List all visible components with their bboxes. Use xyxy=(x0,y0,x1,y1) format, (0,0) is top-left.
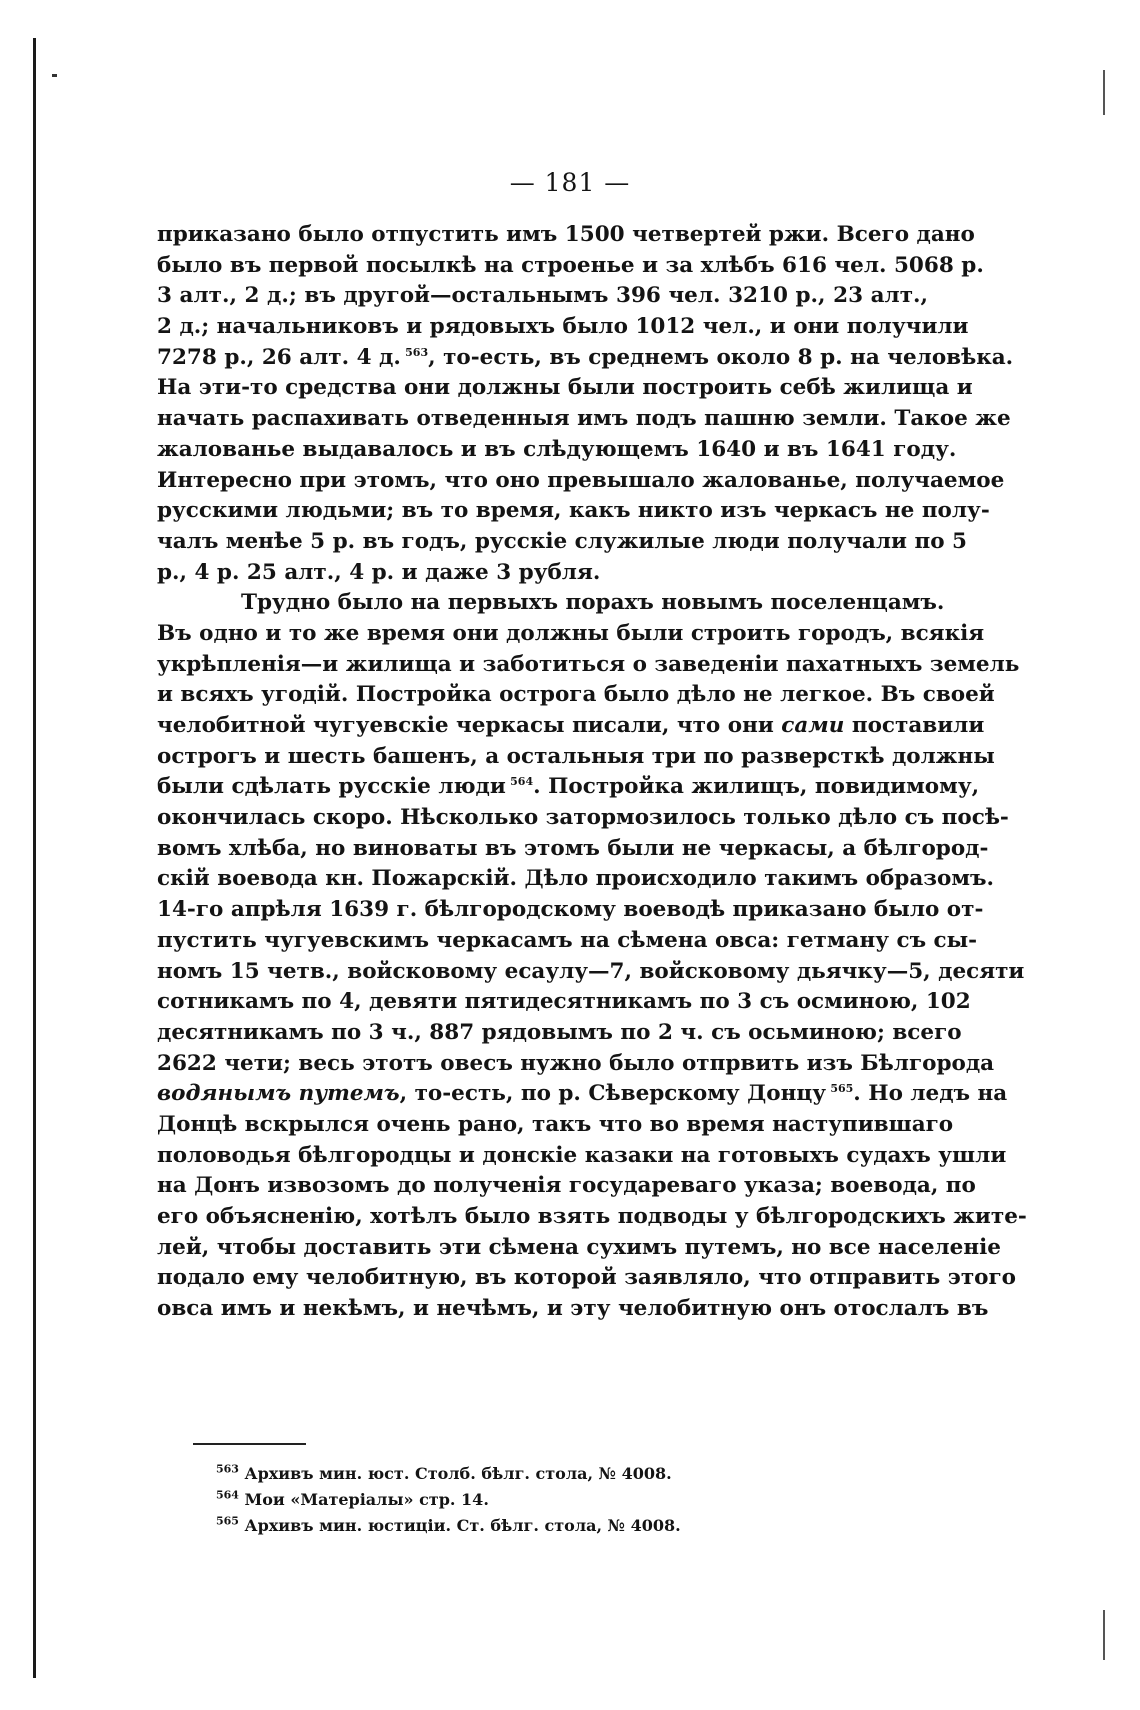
scan-edge-mark xyxy=(52,74,57,77)
text-line: половодья бѣлгородцы и донскіе казаки на готовыхъ судахъ ушли xyxy=(157,1142,1007,1168)
text-line: 14-го апрѣля 1639 г. бѣлгородскому воеводѣ приказано было от- xyxy=(157,897,984,923)
text-line: 7278 р., 26 алт. 4 д. $^{563}$, то-есть, въ среднемъ около 8 р. на человѣка. xyxy=(157,344,1014,370)
page-number: — 181 — xyxy=(509,168,631,197)
text-line: На эти-то средства они должны были построить себѣ жилища и xyxy=(157,375,973,401)
footnote-ref: 565 xyxy=(830,1082,854,1096)
text-line: скій воевода кн. Пожарскій. Дѣло происходило такимъ образомъ. xyxy=(157,866,994,892)
text-line: русскими людьми; въ то время, какъ никто изъ черкасъ не полу- xyxy=(157,498,990,524)
text-line: приказано было отпустить имъ 1500 четвертей ржи. Всего дано xyxy=(157,222,975,247)
text-line: 3 алт., 2 д.; въ другой—остальнымъ 396 чел. 3210 р., 23 алт., xyxy=(157,283,928,309)
text-line: начать распахивать отведенныя имъ подъ пашню земли. Такое же xyxy=(157,406,1011,432)
text-line: р., 4 р. 25 алт., 4 р. и даже 3 рубля. xyxy=(157,559,601,585)
text-line: Интересно при этомъ, что оно превышало жалованье, получаемое xyxy=(157,467,1005,493)
text-line: 2 д.; начальниковъ и рядовыхъ было 1012 чел., и они получили xyxy=(157,314,969,340)
italic-word: водянымъ путемъ xyxy=(157,1081,400,1107)
text-line: 2622 чети; весь этотъ овесъ нужно было отпрвить изъ Бѣлгорода xyxy=(157,1050,995,1076)
text-line: челобитной чугуевскіе черкасы писали, что они сами поставили xyxy=(157,713,985,738)
text-line: водянымъ путемъ, то-есть, по р. Сѣверскому Донцу $^{565}$. Но ледъ на xyxy=(157,1081,1008,1107)
text-line: и всяхъ угодій. Постройка острога было дѣло не легкое. Въ своей xyxy=(157,682,995,708)
text-line: лей, чтобы доставить эти сѣмена сухимъ путемъ, но все населеніе xyxy=(157,1234,1001,1260)
text-line: на Донъ извозомъ до полученія государеваго указа; воевода, по xyxy=(157,1173,976,1199)
text-line: сотникамъ по 4, девяти пятидесятникамъ по 3 съ осминою, 102 xyxy=(157,989,971,1015)
footnote-item: $^{563}$ Архивъ мин. юст. Столб. бѣлг. стола, № 4008. xyxy=(216,1462,672,1483)
text-line: Трудно было на первыхъ порахъ новымъ поселенцамъ. xyxy=(241,590,945,616)
text-line: были сдѣлать русскіе люди $^{564}$. Постройка жилищъ, повидимому, xyxy=(157,774,980,800)
footnote-number: 565 xyxy=(216,1514,239,1528)
scan-edge-left xyxy=(33,38,36,1678)
footnote-ref: 563 xyxy=(405,345,429,359)
footnote-item: $^{564}$ Мои «Матеріалы» стр. 14. xyxy=(216,1488,489,1509)
footnotes xyxy=(216,1461,916,1539)
scan-edge-right-top xyxy=(1103,70,1105,115)
text-line: десятникамъ по 3 ч., 887 рядовымъ по 2 ч. съ осьминою; всего xyxy=(157,1019,962,1045)
text-line: номъ 15 четв., войсковому есаулу—7, войсковому дьячку—5, десяти xyxy=(157,958,1025,984)
body-text xyxy=(157,220,1027,1325)
text-line: овса имъ и некѣмъ, и нечѣмъ, и эту челобитную онъ отослалъ въ xyxy=(157,1296,989,1322)
text-line: чалъ менѣе 5 р. въ годъ, русскіе служилые люди получали по 5 xyxy=(157,528,967,554)
footnote-ref: 564 xyxy=(510,775,534,789)
footnote-number: 563 xyxy=(216,1462,239,1476)
text-line: его объясненію, хотѣлъ было взять подводы у бѣлгородскихъ жите- xyxy=(157,1204,1027,1229)
text-line: Въ одно и то же время они должны были строить городъ, всякія xyxy=(157,620,985,646)
text-line: вомъ хлѣба, но виноваты въ этомъ были не черкасы, а бѣлгород- xyxy=(157,835,989,861)
scan-edge-right-bottom xyxy=(1103,1610,1105,1660)
text-line: окончилась скоро. Нѣсколько затормозилось только дѣло съ посѣ- xyxy=(157,805,1009,831)
text-line: подало ему челобитную, въ которой заявляло, что отправить этого xyxy=(157,1265,1017,1291)
text-line: острогъ и шесть башенъ, а остальныя три по разверсткѣ должны xyxy=(157,743,995,769)
text-line: жалованье выдавалось и въ слѣдующемъ 1640 и въ 1641 году. xyxy=(157,436,957,462)
italic-word: сами xyxy=(781,713,845,738)
footnote-number: 564 xyxy=(216,1488,239,1502)
text-line: пустить чугуевскимъ черкасамъ на сѣмена овса: гетману съ сы- xyxy=(157,927,978,953)
text-line: Донцѣ вскрылся очень рано, такъ что во время наступившаго xyxy=(157,1111,954,1137)
text-line: было въ первой посылкѣ на строенье и за хлѣбъ 616 чел. 5068 р. xyxy=(157,252,984,278)
text-line: укрѣпленія—и жилища и заботиться о заведеніи пахатныхъ земель xyxy=(157,651,1020,677)
footnote-item: $^{565}$ Архивъ мин. юстиціи. Ст. бѣлг. стола, № 4008. xyxy=(216,1514,681,1535)
footnote-divider xyxy=(193,1443,306,1445)
